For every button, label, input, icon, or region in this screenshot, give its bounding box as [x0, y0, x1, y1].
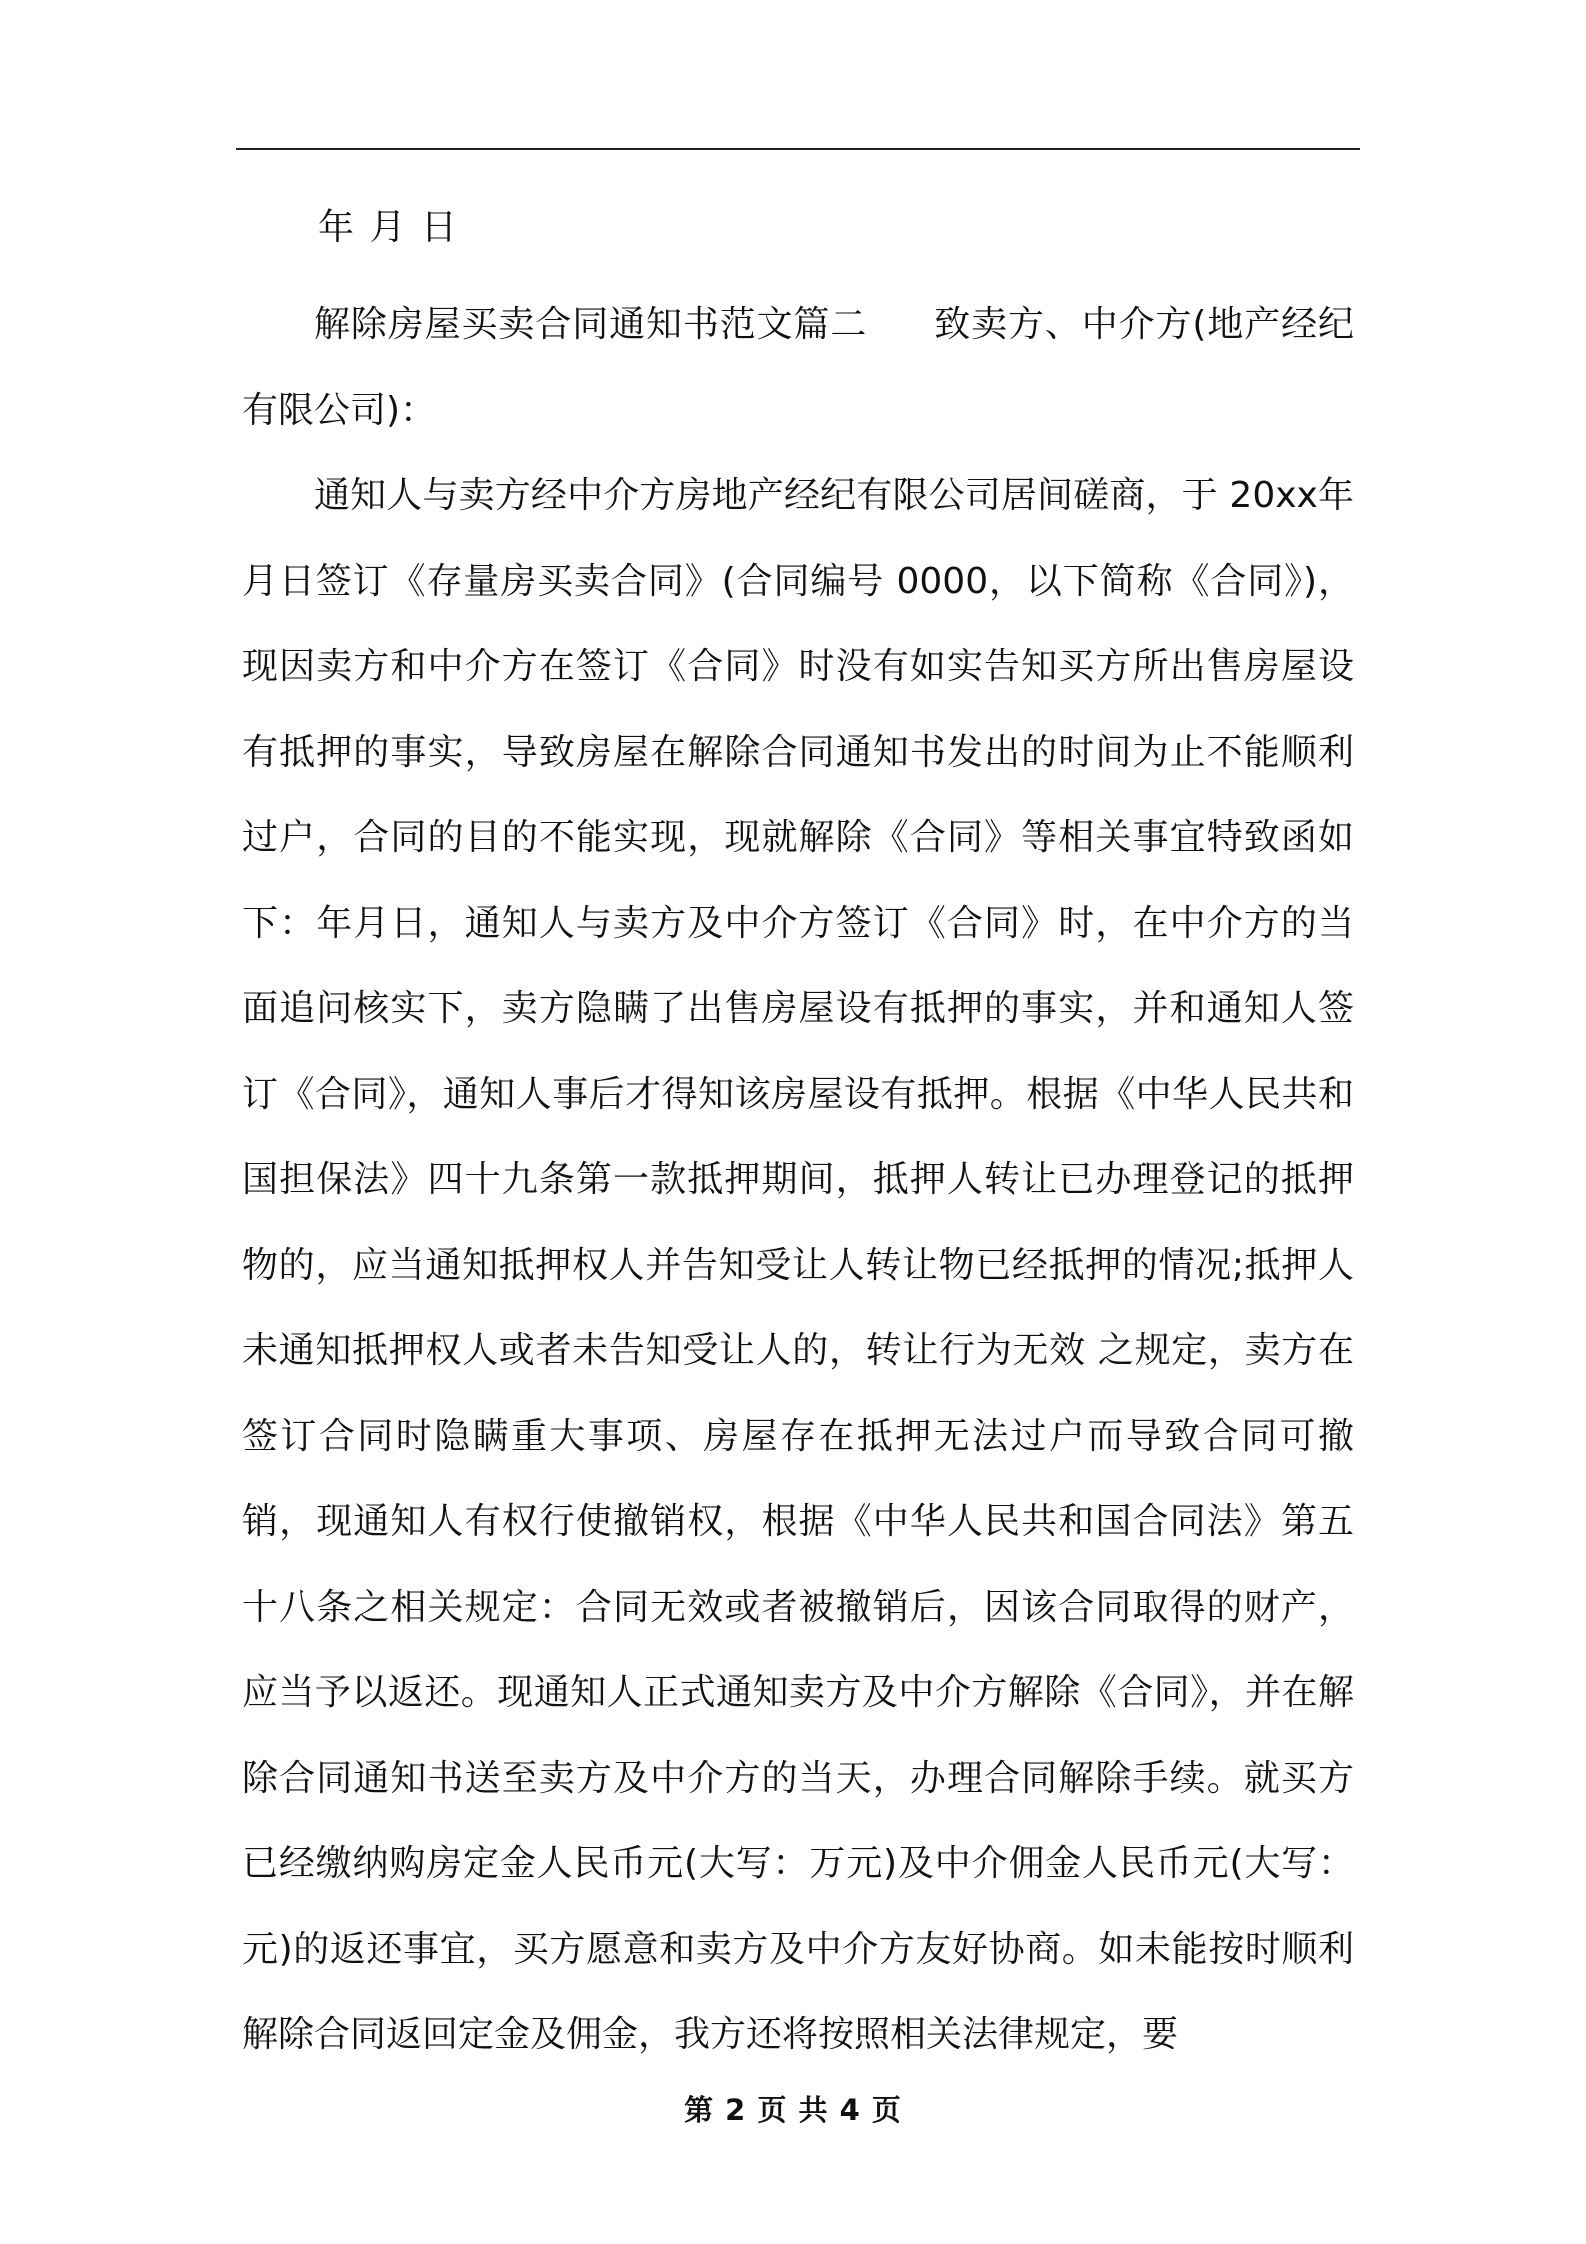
body-paragraph: 通知人与卖方经中介方房地产经纪有限公司居间磋商，于 20xx年月日签订《存量房买卖合同》(合同编号 0000，以下简称《合同》)，现因卖方和中介方在签订《合同》时没有如实告知买方所出售房屋设有抵押的事实，导致房屋在解除合同通知书发出的时间为止不能顺利过户，合同的目的不能实现，现就解除《合同》等相关事宜特致函如下：年月日，通知人与卖方及中介方签订《合同》时，在中介方的当面追问核实下，卖方隐瞒了出售房屋设有抵押的事实，并和通知人签订《合同》，通知人事后才得知该房屋设有抵押。根据《中华人民共和国担保法》四十九条第一款抵押期间，抵押人转让已办理登记的抵押物的，应当通知抵押权人并告知受让人转让物已经抵押的情况;抵押人未通知抵押权人或者未告知受让人的，转让行为无效 之规定，卖方在签订合同时隐瞒重大事项、房屋存在抵押无法过户而导致合同可撤销，现通知人有权行使撤销权，根据《中华人民共和国合同法》第五十八条之相关规定：合同无效或者被撤销后，因该合同取得的财产，应当予以返还。现通知人正式通知卖方及中介方解除《合同》，并在解除合同通知书送至卖方及中介方的当天，办理合同解除手续。就买方已经缴纳购房定金人民币元(大写：万元)及中介佣金人民币元(大写：元)的返还事宜，买方愿意和卖方及中介方友好协商。如未能按时顺利解除合同返回定金及佣金，我方还将按照相关法律规定，要 [242, 475, 1354, 2055]
header-rule [236, 148, 1360, 150]
section-title: 解除房屋买卖合同通知书范文篇二 [314, 304, 868, 345]
document-body [242, 282, 1354, 2078]
page-number-footer: 第 2 页 共 4 页 [684, 2093, 902, 2127]
salutation: 致卖方、中介方(地产经纪有限公司)： [242, 304, 1354, 431]
date-line: 年 月 日 [318, 207, 459, 248]
title-paragraph [242, 282, 1354, 453]
